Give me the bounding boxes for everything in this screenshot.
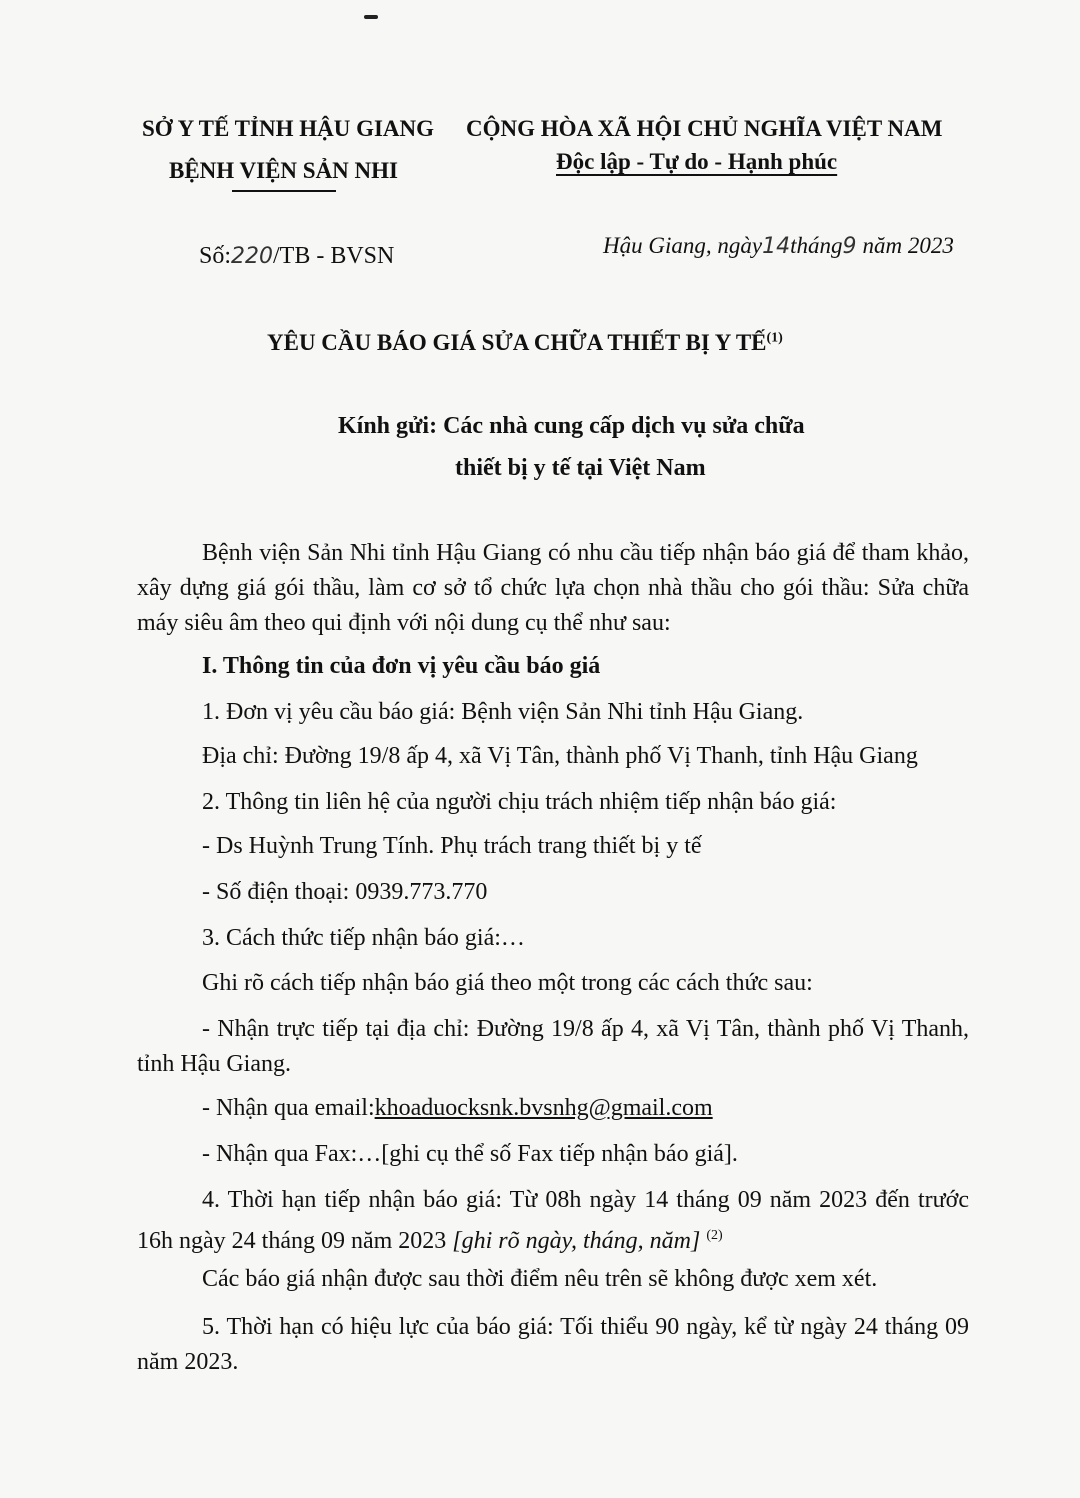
date-month-label: tháng xyxy=(790,233,843,258)
method-direct: - Nhận trực tiếp tại địa chỉ: Đường 19/8 ấp 4, xã Vị Tân, thành phố Vị Thanh, tỉnh Hậu Giang. xyxy=(137,1016,969,1077)
document-date xyxy=(603,233,954,259)
contact-name: - Ds Huỳnh Trung Tính. Phụ trách trang thiết bị y tế xyxy=(202,833,702,859)
document-number-prefix: Số: xyxy=(199,243,232,269)
date-place-day: Hậu Giang, ngày xyxy=(603,233,763,258)
item-2: 2. Thông tin liên hệ của người chịu trách nhiệm tiếp nhận báo giá: xyxy=(202,789,837,815)
date-year: năm 2023 xyxy=(862,233,954,258)
method-email-label: - Nhận qua email: xyxy=(202,1095,375,1121)
header-agency: SỞ Y TẾ TỈNH HẬU GIANG xyxy=(142,116,435,141)
scan-mark xyxy=(364,15,378,19)
contact-phone: - Số điện thoại: 0939.773.770 xyxy=(202,879,488,905)
document-number xyxy=(199,243,394,270)
item-4-footnote: (2) xyxy=(706,1228,723,1243)
method-fax: - Nhận qua Fax:…[ghi cụ thể số Fax tiếp nhận báo giá]. xyxy=(202,1141,738,1167)
item-5: 5. Thời hạn có hiệu lực của báo giá: Tối thiểu 90 ngày, kể từ ngày 24 tháng 09 năm 2023. xyxy=(137,1314,969,1375)
document-title-footnote: (1) xyxy=(766,330,783,346)
item-4-italic: [ghi rõ ngày, tháng, năm] xyxy=(452,1228,701,1254)
header-left-underline xyxy=(232,190,336,192)
intro-paragraph: Bệnh viện Sản Nhi tỉnh Hậu Giang có nhu cầu tiếp nhận báo giá để tham khảo, xây dựng giá gói thầu, làm cơ sở tổ chức lựa chọn nhà thầu cho gói thầu: Sửa chữa máy siêu âm theo qui định với nội dung cụ thể như sau: xyxy=(137,540,969,636)
recipient-line1: Kính gửi: Các nhà cung cấp dịch vụ sửa chữa xyxy=(338,413,805,439)
header-hospital: BỆNH VIỆN SẢN NHI xyxy=(169,158,398,183)
document-title xyxy=(267,330,783,356)
document-title-text: YÊU CẦU BÁO GIÁ SỬA CHỮA THIẾT BỊ Y TẾ xyxy=(267,330,767,355)
date-day-handwritten: 14 xyxy=(762,234,791,259)
header-country: CỘNG HÒA XÃ HỘI CHỦ NGHĨA VIỆT NAM xyxy=(466,116,943,141)
document-number-suffix: /TB - BVSN xyxy=(273,243,395,269)
methods-intro: Ghi rõ cách tiếp nhận báo giá theo một trong các cách thức sau: xyxy=(202,970,813,996)
document-number-handwritten: 220 xyxy=(231,244,274,269)
item-4 xyxy=(137,1183,969,1259)
method-email xyxy=(202,1095,713,1122)
item-1: 1. Đơn vị yêu cầu báo giá: Bệnh viện Sản Nhi tỉnh Hậu Giang. xyxy=(202,699,804,725)
item-3: 3. Cách thức tiếp nhận báo giá:… xyxy=(202,925,525,951)
date-month-handwritten: 9 xyxy=(842,234,857,259)
email-link[interactable]: khoaduocksnk.bvsnhg@gmail.com xyxy=(374,1095,713,1121)
recipient-line2: thiết bị y tế tại Việt Nam xyxy=(455,455,706,481)
requester-address: Địa chỉ: Đường 19/8 ấp 4, xã Vị Tân, thành phố Vị Thanh, tỉnh Hậu Giang xyxy=(202,743,918,769)
item-4-text: 4. Thời hạn tiếp nhận báo giá: Từ 08h ngày 14 tháng 09 năm 2023 đến trước 16h ngày 24 tháng 09 năm 2023 xyxy=(137,1187,969,1254)
late-note: Các báo giá nhận được sau thời điểm nêu trên sẽ không được xem xét. xyxy=(202,1266,878,1292)
section-1-heading: I. Thông tin của đơn vị yêu cầu báo giá xyxy=(202,653,601,679)
header-motto: Độc lập - Tự do - Hạnh phúc xyxy=(556,149,838,174)
